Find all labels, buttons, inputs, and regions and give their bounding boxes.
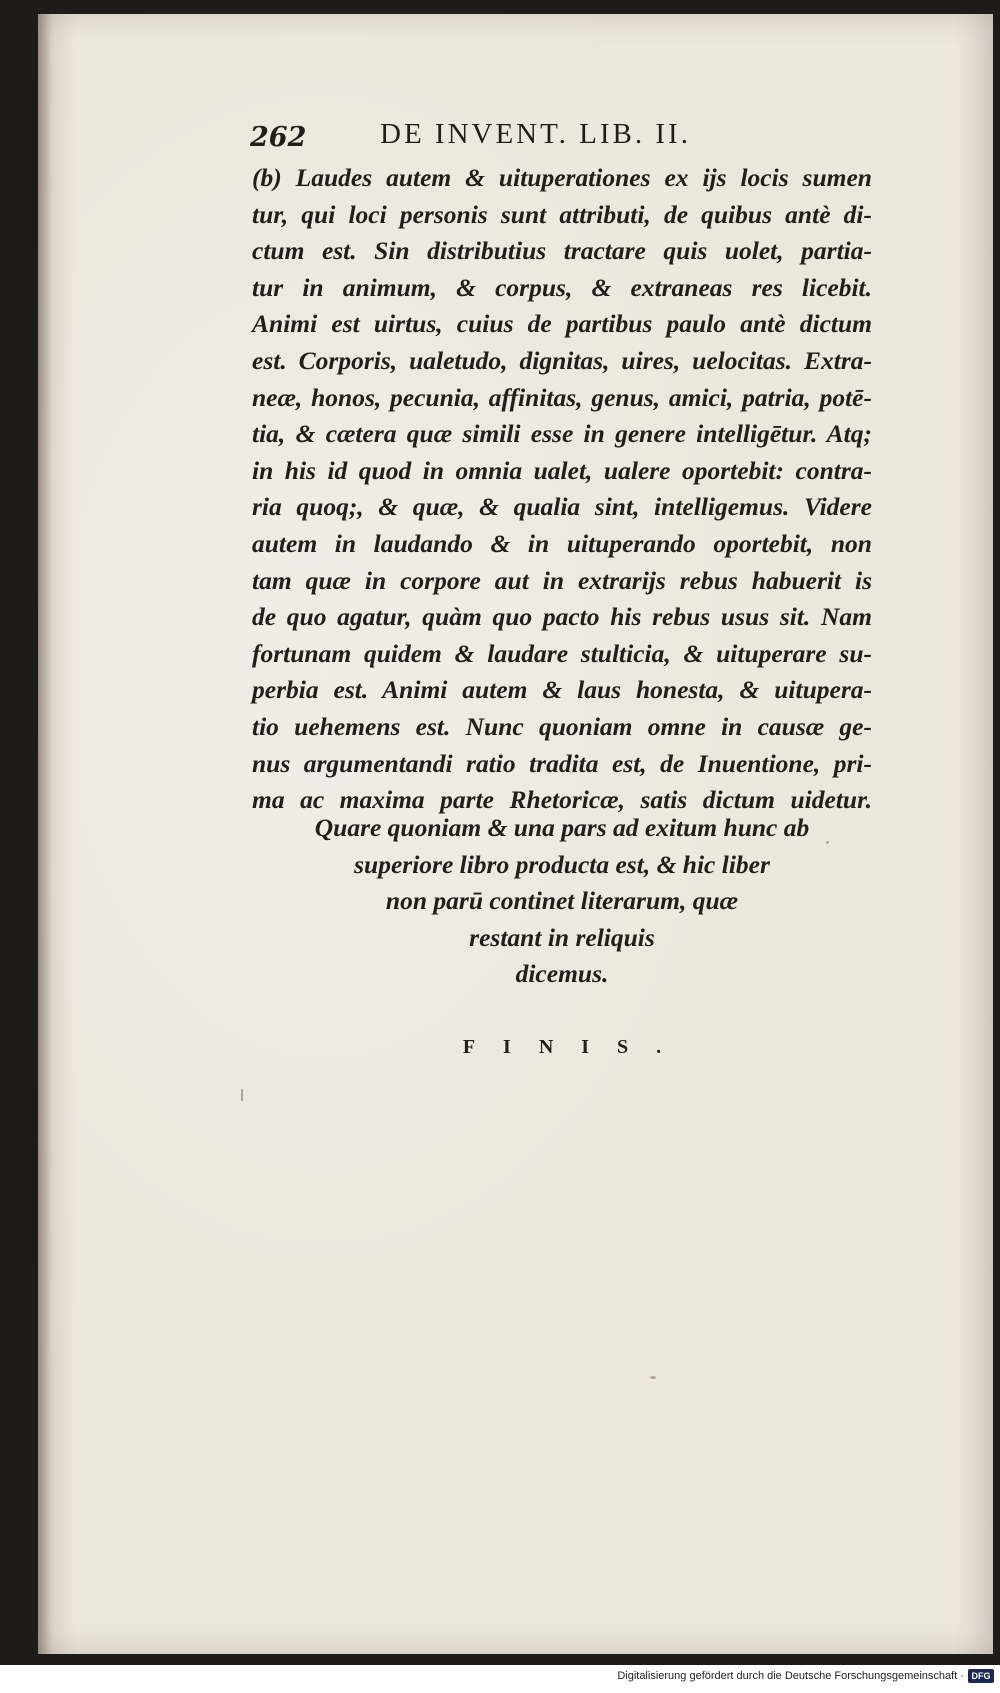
ink-speck xyxy=(650,1376,656,1379)
text-line: est. Corporis, ualetudo, dignitas, uires, uelocitas. Extra- xyxy=(252,345,872,375)
text-line: ma ac maxima parte Rhetoricæ, satis dictum uidetur. xyxy=(252,785,872,815)
closing-paragraph xyxy=(252,810,872,993)
ink-speck xyxy=(241,1089,243,1101)
closing-line: non parū continet literarum, quæ xyxy=(385,886,739,916)
closing-line: dicemus. xyxy=(515,959,609,989)
text-line: nus argumentandi ratio tradita est, de Inuentione, pri- xyxy=(252,748,872,778)
text-line: tia, & cætera quæ simili esse in genere intelligētur. Atq; xyxy=(252,419,872,449)
text-line: tam quæ in corpore aut in extrarijs rebus habuerit is xyxy=(252,565,872,595)
footer-bar xyxy=(0,1665,1000,1693)
closing-line: superiore libro producta est, & hic liber xyxy=(354,849,770,879)
text-line: perbia est. Animi autem & laus honesta, & uitupera- xyxy=(252,675,872,705)
text-line: neæ, honos, pecunia, affinitas, genus, amici, patria, potē- xyxy=(252,382,872,412)
text-line: ctum est. Sin distributius tractare quis uolet, partia- xyxy=(252,236,872,266)
text-line: Animi est uirtus, cuius de partibus paulo antè dictum xyxy=(252,309,872,339)
running-head xyxy=(250,118,810,158)
text-line: tio uehemens est. Nunc quoniam omne in causæ ge- xyxy=(252,711,872,741)
text-line: tur, qui loci personis sunt attributi, de quibus antè di- xyxy=(252,199,872,229)
text-line: autem in laudando & in uituperando oportebit, non xyxy=(252,528,872,558)
text-line: fortunam quidem & laudare stulticia, & uituperare su- xyxy=(252,638,872,668)
closing-line: Quare quoniam & una pars ad exitum hunc ab xyxy=(314,813,810,842)
dfg-logo: DFG xyxy=(968,1669,994,1683)
running-title: DE INVENT. LIB. II. xyxy=(380,118,691,150)
text-line: (b) Laudes autem & uituperationes ex ijs locis sumen xyxy=(252,163,872,192)
funding-credit: Digitalisierung gefördert durch die Deutsche Forschungsgemeinschaft · xyxy=(617,1670,964,1682)
main-text xyxy=(252,160,872,819)
text-line: tur in animum, & corpus, & extraneas res licebit. xyxy=(252,272,872,302)
closing-line: restant in reliquis xyxy=(469,922,655,952)
gutter-shadow xyxy=(38,14,52,1654)
text-line: ria quoq;, & quæ, & qualia sint, intelligemus. Videre xyxy=(252,492,872,522)
text-line: de quo agatur, quàm quo pacto his rebus usus sit. Nam xyxy=(252,602,872,632)
text-line: in his id quod in omnia ualet, ualere oportebit: contra- xyxy=(252,455,872,485)
page-number: 262 xyxy=(250,122,307,153)
finis-colophon: FINIS. xyxy=(462,1036,690,1058)
